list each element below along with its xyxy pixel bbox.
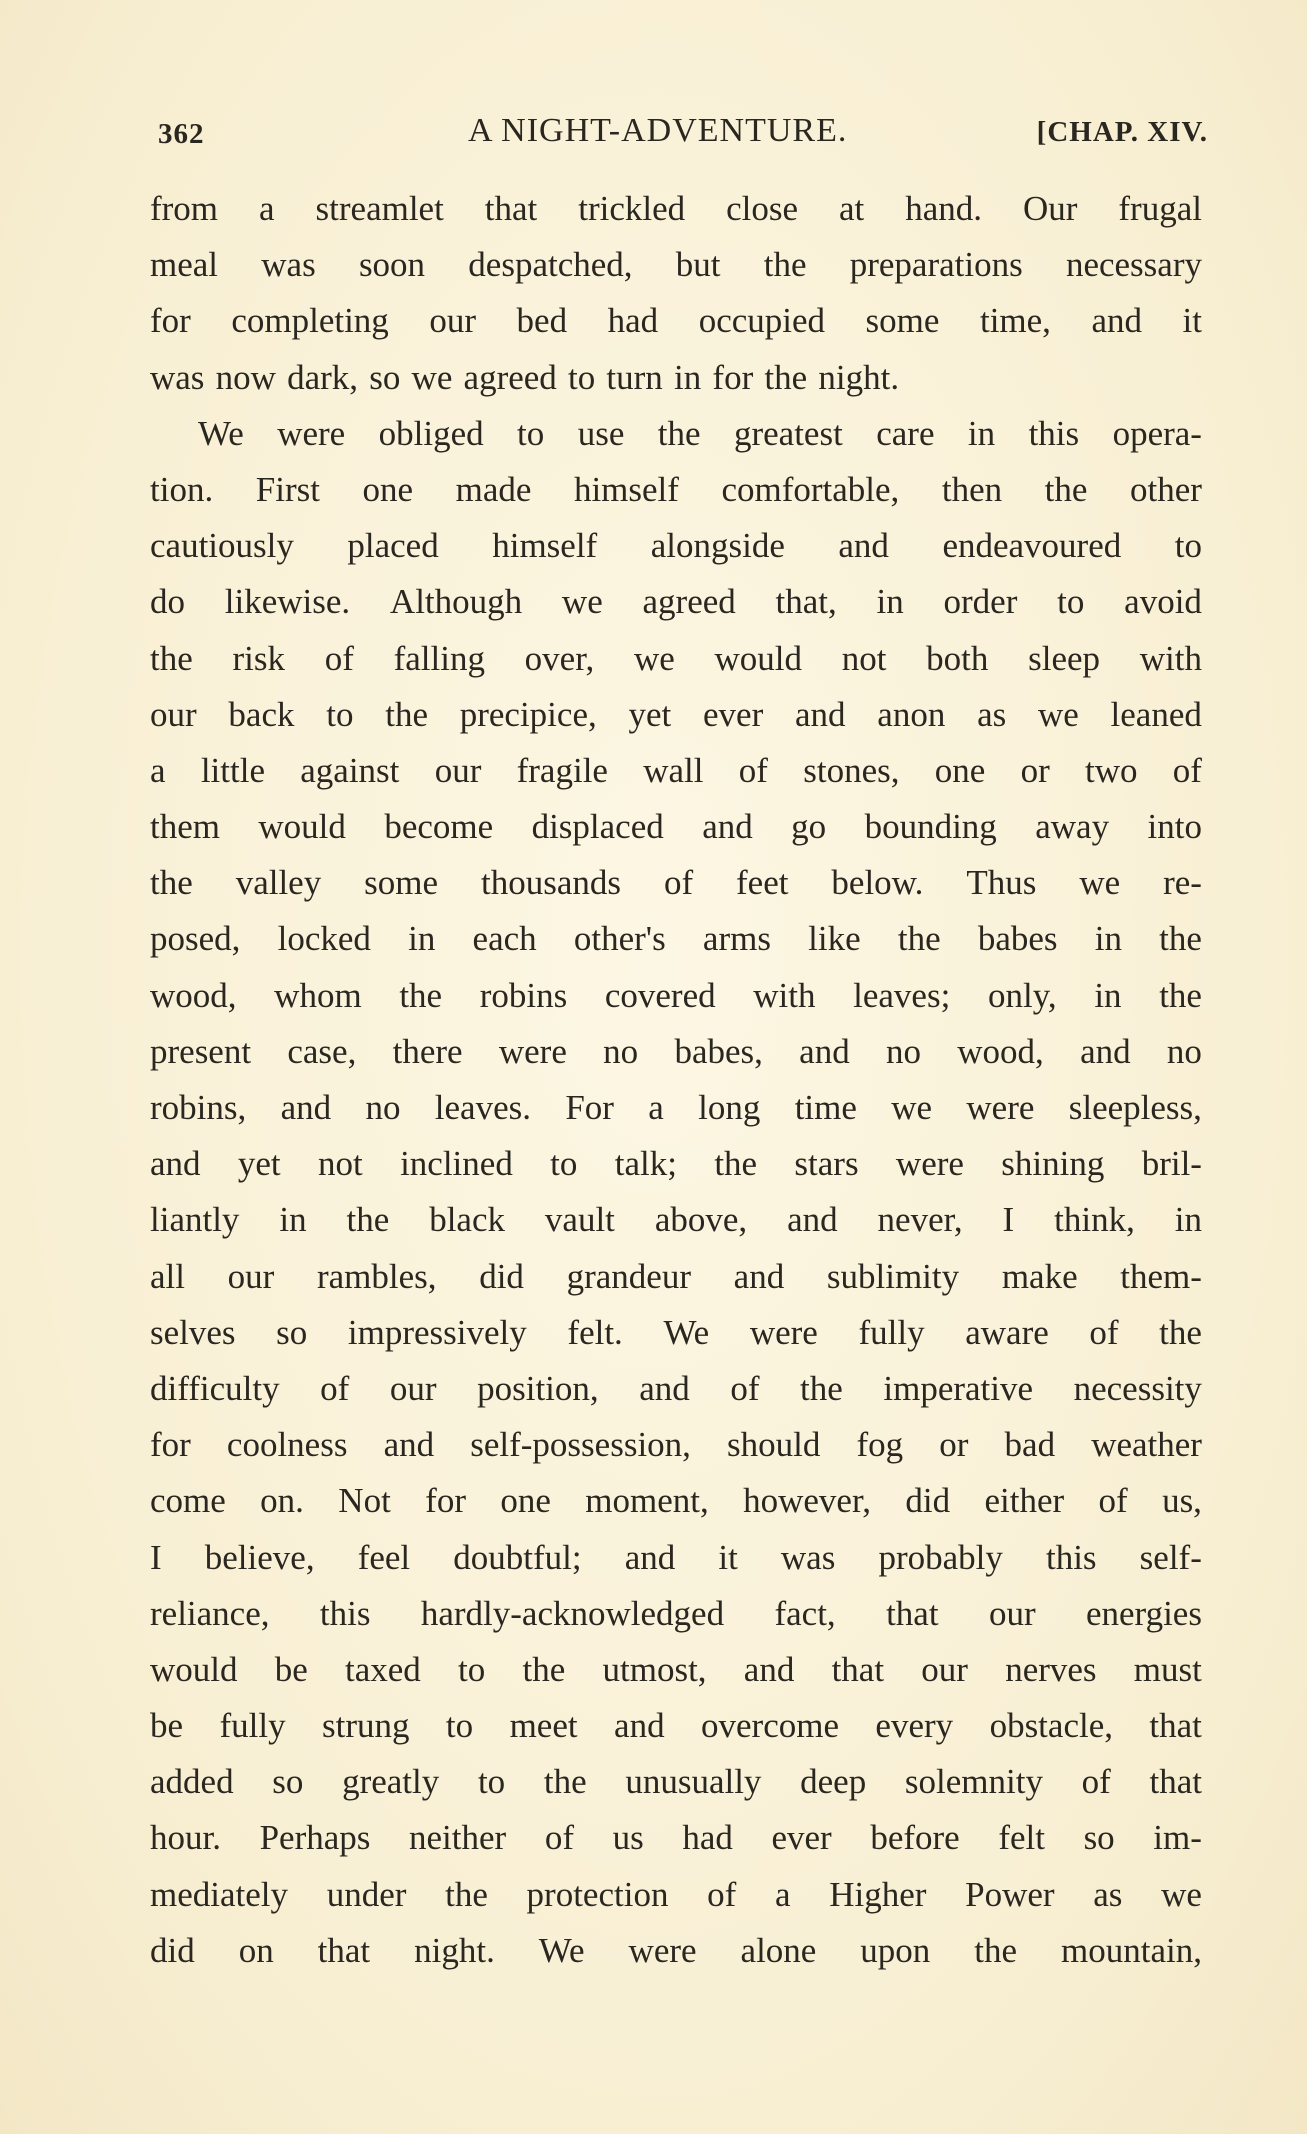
text-line: added so greatly to the unusually deep solemnity of that [150, 1762, 1202, 1802]
text-line: tion. First one made himself comfortable, then the other [150, 469, 1202, 509]
text-line: selves so impressively felt. We were fully aware of the [150, 1312, 1202, 1352]
text-line: cautiously placed himself alongside and endeavoured to [150, 526, 1202, 566]
text-line: robins, and no leaves. For a long time we were sleepless, [150, 1088, 1202, 1127]
text-line: liantly in the black vault above, and never, I think, in [150, 1200, 1202, 1240]
text-line: the valley some thousands of feet below. Thus we re- [150, 863, 1202, 903]
text-line: our back to the precipice, yet ever and anon as we leaned [150, 694, 1202, 734]
text-line: reliance, this hardly-acknowledged fact, that our energies [150, 1593, 1202, 1633]
text-line: hour. Perhaps neither of us had ever before felt so im- [150, 1818, 1202, 1858]
text-line: all our rambles, did grandeur and sublimity make them- [150, 1256, 1202, 1296]
running-head [158, 112, 1208, 162]
text-line: the risk of falling over, we would not both sleep with [150, 638, 1202, 678]
text-line: for coolness and self-possession, should fog or bad weather [150, 1425, 1202, 1465]
text-line: a little against our fragile wall of stones, one or two of [150, 750, 1202, 790]
text-line: present case, there were no babes, and no wood, and no [150, 1031, 1202, 1071]
text-line: mediately under the protection of a Higher Power as we [150, 1874, 1202, 1914]
text-line: from a streamlet that trickled close at hand. Our frugal [150, 189, 1202, 228]
chapter-reference: [CHAP. XIV. [1036, 116, 1208, 148]
body-text [150, 189, 1202, 1987]
text-line: would be taxed to the utmost, and that our nerves must [150, 1649, 1202, 1689]
page-number: 362 [158, 118, 205, 150]
text-line: difficulty of our position, and of the imperative necessity [150, 1368, 1202, 1408]
text-line: and yet not inclined to talk; the stars were shining bril- [150, 1144, 1202, 1184]
text-line: them would become displaced and go bounding away into [150, 807, 1202, 847]
text-line: come on. Not for one moment, however, did either of us, [150, 1481, 1202, 1521]
text-line: was now dark, so we agreed to turn in for the night. [150, 357, 900, 397]
text-line: wood, whom the robins covered with leaves; only, in the [150, 975, 1202, 1015]
text-line: do likewise. Although we agreed that, in order to avoid [150, 582, 1202, 622]
text-line: meal was soon despatched, but the preparations necessary [150, 245, 1202, 285]
text-line: for completing our bed had occupied some time, and it [150, 301, 1202, 341]
text-line: We were obliged to use the greatest care in this opera- [198, 413, 1202, 453]
text-line: did on that night. We were alone upon the mountain, [150, 1930, 1202, 1970]
text-line: be fully strung to meet and overcome every obstacle, that [150, 1706, 1202, 1746]
running-title: A NIGHT-ADVENTURE. [468, 112, 848, 149]
text-line: posed, locked in each other's arms like the babes in the [150, 919, 1202, 959]
text-line: I believe, feel doubtful; and it was probably this self- [150, 1537, 1202, 1577]
